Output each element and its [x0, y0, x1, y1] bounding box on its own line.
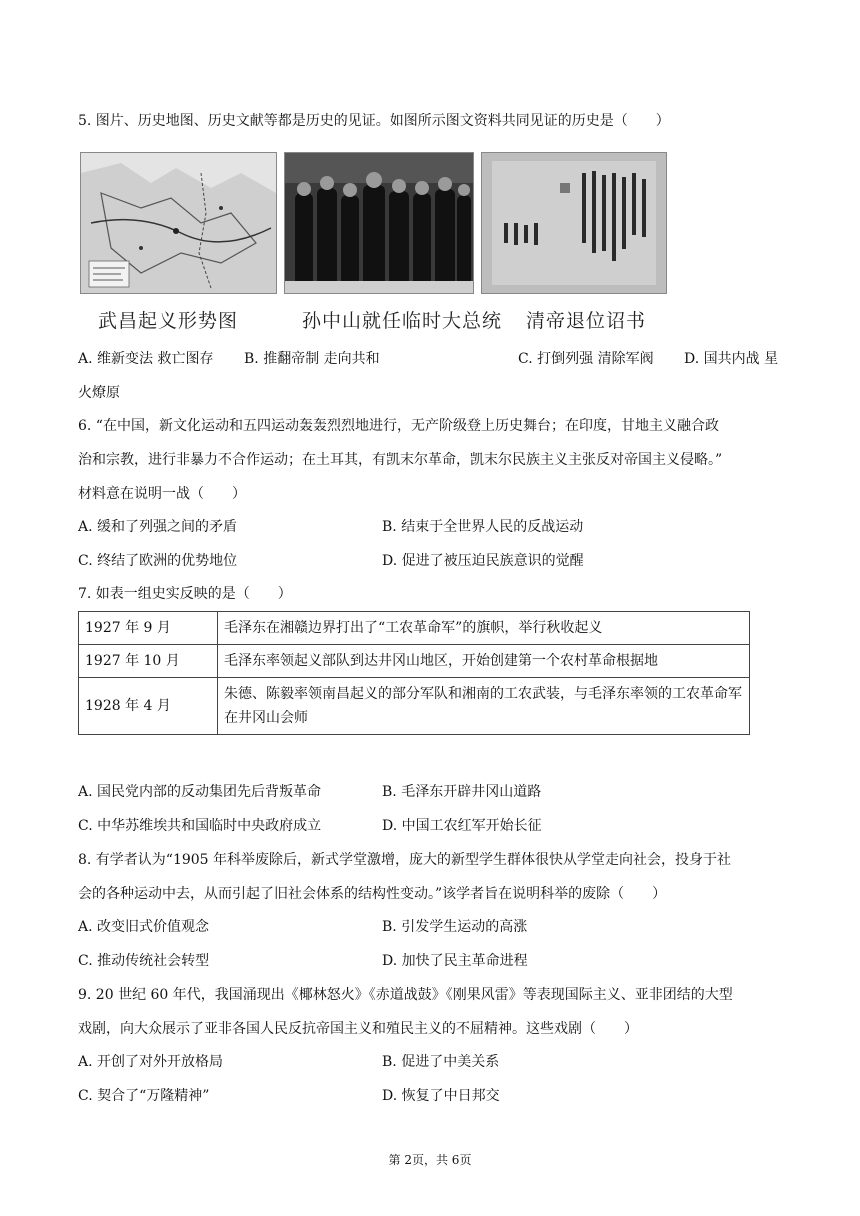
q8-option-b[interactable]: B. 引发学生运动的高涨	[382, 919, 528, 935]
q9-option-c[interactable]: C. 契合了“万隆精神”	[78, 1088, 210, 1104]
q8-option-a[interactable]: A. 改变旧式价值观念	[78, 919, 210, 935]
wuchang-uprising-map-image	[80, 152, 277, 294]
page-number-footer: 第 2页，共 6页	[388, 1153, 472, 1167]
q5-option-a[interactable]: A. 维新变法 救亡图存	[78, 351, 214, 367]
q8-stem-line-2: 会的各种运动中去，从而引起了旧社会体系的结构性变动。”该学者旨在说明科举的废除（ ）	[78, 886, 667, 902]
q7-option-d[interactable]: D. 中国工农红军开始长征	[382, 818, 542, 834]
table-cell-date: 1928 年 4 月	[79, 678, 218, 735]
q7-option-b[interactable]: B. 毛泽东开辟井冈山道路	[382, 784, 542, 800]
q8-option-c[interactable]: C. 推动传统社会转型	[78, 953, 210, 969]
q6-stem-line-1: 6. “在中国，新文化运动和五四运动轰轰烈烈地进行，无产阶级登上历史舞台；在印度，甘地主义融合政	[78, 418, 719, 434]
q9-stem-line-1: 9. 20 世纪 60 年代，我国涌现出《椰林怒火》《赤道战鼓》《刚果风雷》等表现国际主义、亚非团结的大型	[78, 987, 733, 1003]
q9-option-a[interactable]: A. 开创了对外开放格局	[78, 1054, 224, 1070]
table-cell-event: 朱德、陈毅率领南昌起义的部分军队和湘南的工农武装，与毛泽东率领的工农革命军在井冈山会师	[218, 678, 750, 735]
sun-yatsen-inauguration-photo	[284, 152, 474, 294]
q9-stem-line-2: 戏剧，向大众展示了亚非各国人民反抗帝国主义和殖民主义的不屈精神。这些戏剧（ ）	[78, 1021, 638, 1037]
q9-option-d[interactable]: D. 恢复了中日邦交	[382, 1088, 500, 1104]
table-cell-date: 1927 年 10 月	[79, 645, 218, 678]
table-cell-event: 毛泽东在湘赣边界打出了“工农革命军”的旗帜，举行秋收起义	[218, 612, 750, 645]
q6-option-d[interactable]: D. 促进了被压迫民族意识的觉醒	[382, 553, 584, 569]
q5-option-b[interactable]: B. 推翻帝制 走向共和	[244, 351, 380, 367]
q6-stem-line-2: 治和宗教，进行非暴力不合作运动；在土耳其，有凯末尔革命，凯末尔民族主义主张反对帝国主义侵略。”	[78, 452, 723, 468]
qing-abdication-edict-image	[481, 152, 667, 294]
q9-option-b[interactable]: B. 促进了中美关系	[382, 1054, 500, 1070]
caption-sun-yatsen: 孙中山就任临时大总统	[302, 310, 503, 332]
q7-stem: 7. 如表一组史实反映的是（ ）	[78, 586, 292, 602]
q6-option-b[interactable]: B. 结束于全世界人民的反战运动	[382, 519, 584, 535]
q7-option-c[interactable]: C. 中华苏维埃共和国临时中央政府成立	[78, 818, 322, 834]
q7-option-a[interactable]: A. 国民党内部的反动集团先后背叛革命	[78, 784, 322, 800]
table-row	[79, 678, 750, 735]
q5-option-c[interactable]: C. 打倒列强 清除军阀	[518, 351, 654, 367]
q6-stem-line-3: 材料意在说明一战（ ）	[78, 486, 246, 502]
q5-stem: 5. 图片、历史地图、历史文献等都是历史的见证。如图所示图文资料共同见证的历史是（ ）	[78, 113, 670, 129]
q8-option-d[interactable]: D. 加快了民主革命进程	[382, 953, 528, 969]
table-row	[79, 612, 750, 645]
q6-option-c[interactable]: C. 终结了欧洲的优势地位	[78, 553, 238, 569]
caption-wuchang-map: 武昌起义形势图	[98, 310, 239, 332]
caption-abdication-edict: 清帝退位诏书	[526, 310, 647, 332]
q7-history-table	[78, 611, 750, 735]
table-cell-date: 1927 年 9 月	[79, 612, 218, 645]
q6-option-a[interactable]: A. 缓和了列强之间的矛盾	[78, 519, 238, 535]
q5-option-d-wrap: 火燎原	[78, 385, 120, 401]
q5-option-d[interactable]: D. 国共内战 星	[684, 351, 779, 367]
table-cell-event: 毛泽东率领起义部队到达井冈山地区，开始创建第一个农村革命根据地	[218, 645, 750, 678]
table-row	[79, 645, 750, 678]
q8-stem-line-1: 8. 有学者认为“1905 年科举废除后，新式学堂激增，庞大的新型学生群体很快从学堂走向社会，投身于社	[78, 852, 732, 868]
